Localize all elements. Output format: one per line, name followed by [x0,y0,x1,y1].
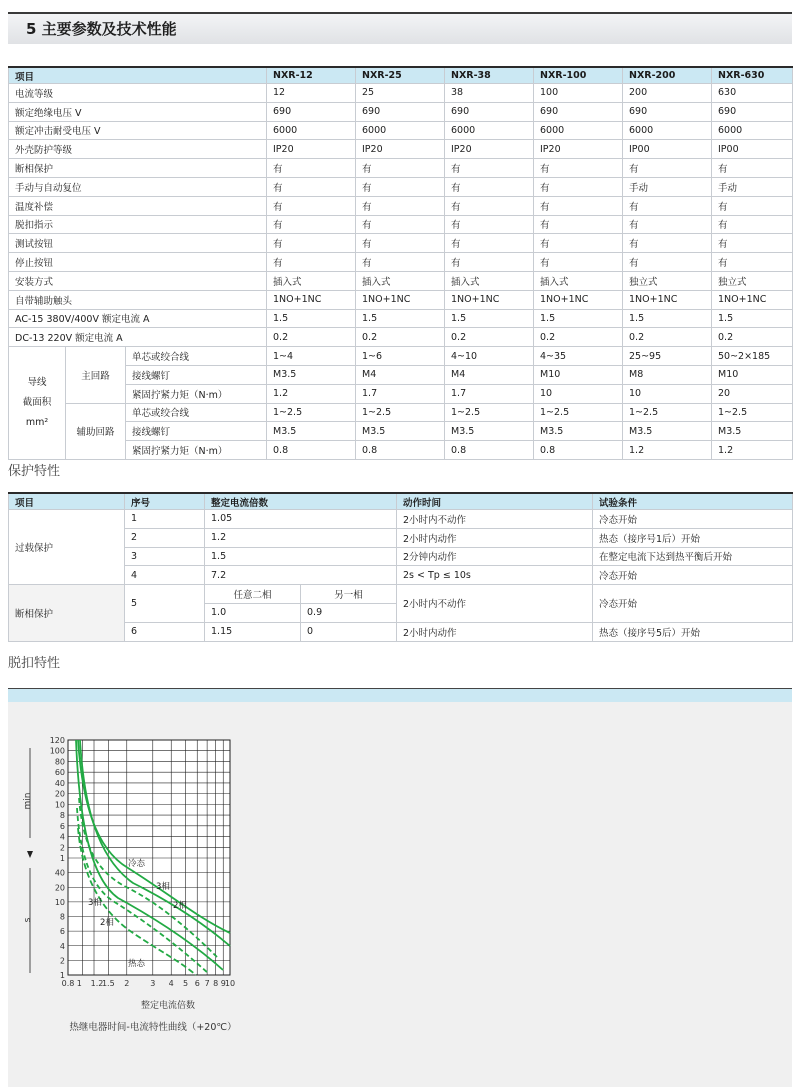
table-cell: 10 [623,384,712,403]
table-cell: 690 [267,102,356,121]
table-cell: 2小时内动作 [397,528,593,547]
sub-header-cell: 任意二相 [205,585,301,604]
table-cell: 热态（接序号5后）开始 [593,622,793,641]
table-header-row [9,493,793,510]
table-cell: 1NO+1NC [267,290,356,309]
row-label: DC-13 220V 额定电流 A [9,328,267,347]
table-row [9,547,793,566]
table-cell: 4 [125,566,205,585]
table-cell: 有 [623,234,712,253]
table-cell: 有 [445,234,534,253]
table-row [9,177,793,196]
table-cell: 100 [534,84,623,103]
table-cell: 1.5 [356,309,445,328]
table-cell: 有 [267,177,356,196]
table-cell: 1~2.5 [267,403,356,422]
table-cell: M3.5 [267,365,356,384]
table-cell: IP20 [356,140,445,159]
x-tick-label: 8 [213,979,219,988]
row-label: 停止按钮 [9,253,267,272]
x-tick-label: 0.8 [61,979,75,988]
table-cell: IP00 [623,140,712,159]
y-tick-label: 8 [59,912,65,922]
x-tick-label: 1.2 [90,979,104,988]
table-cell: 2小时内不动作 [397,585,593,623]
table-cell: 2小时内不动作 [397,510,593,529]
row-label: 额定冲击耐受电压 V [9,121,267,140]
table-cell: 冷态开始 [593,510,793,529]
table-row [9,253,793,272]
table-cell: 有 [534,177,623,196]
circuit-label: 辅助回路 [66,403,126,459]
row-label: 手动与自动复位 [9,177,267,196]
wire-section-label [9,347,66,460]
x-tick-label: 1.5 [101,979,115,988]
table-cell: 有 [445,159,534,178]
table-row [9,140,793,159]
table-cell: 独立式 [712,271,793,290]
table-cell: 1NO+1NC [534,290,623,309]
y-tick-label: 1 [59,971,65,980]
table-cell: 0.8 [356,441,445,460]
table-cell: 0.8 [534,441,623,460]
table-cell: 有 [534,215,623,234]
table-cell: M8 [623,365,712,384]
table-row [9,84,793,103]
table-cell: 有 [712,234,793,253]
table-cell: 2分钟内动作 [397,547,593,566]
table-cell: 单芯或绞合线 [126,403,267,422]
table-cell: 有 [356,177,445,196]
table-cell: 6 [125,622,205,641]
table-cell: 6000 [534,121,623,140]
table-row [9,234,793,253]
y-tick-label: 2 [59,843,65,853]
table-row [9,441,793,460]
table-cell: 有 [445,215,534,234]
table-cell: 冷态开始 [593,566,793,585]
table-cell: 紧固拧紧力矩（N·m） [126,384,267,403]
table-cell: 0.8 [445,441,534,460]
header-cell: NXR-630 [712,67,793,84]
table-cell: M3.5 [356,422,445,441]
y-tick-label: 20 [54,789,65,799]
table-cell: 25~95 [623,347,712,366]
table-cell: 1 [125,510,205,529]
table-cell: M3.5 [267,422,356,441]
table-cell: 独立式 [623,271,712,290]
table-cell: 有 [267,253,356,272]
table-cell: 有 [623,253,712,272]
y-tick-label: 6 [59,821,65,831]
table-cell: 1.5 [445,309,534,328]
table-cell: 有 [712,215,793,234]
table-cell: 1.5 [712,309,793,328]
table-cell: 1.2 [267,384,356,403]
table-cell: 690 [623,102,712,121]
series-label: 2相 [173,901,187,911]
header-cell: 项目 [9,493,125,510]
table-cell: 有 [356,253,445,272]
table-cell: 1~2.5 [534,403,623,422]
header-cell: 整定电流倍数 [205,493,397,510]
row-label: 额定绝缘电压 V [9,102,267,121]
table-row [9,384,793,403]
table-cell: 有 [445,196,534,215]
overload-label: 过载保护 [9,510,125,585]
table-row [9,403,793,422]
table-cell: 接线螺钉 [126,365,267,384]
table-cell: 690 [356,102,445,121]
table-cell: 手动 [712,177,793,196]
circuit-label: 主回路 [66,347,126,403]
table-cell: M3.5 [445,422,534,441]
y-tick-label: 100 [49,746,65,756]
table-cell: 1.5 [267,309,356,328]
table-cell: M3.5 [712,422,793,441]
table-cell: 有 [356,234,445,253]
table-cell: IP20 [445,140,534,159]
table-cell: 有 [712,159,793,178]
wire-label-line: mm² [25,417,49,429]
table-cell: 有 [534,253,623,272]
table-row [9,215,793,234]
table-cell: M3.5 [623,422,712,441]
parameters-table [8,66,793,460]
table-cell: 1.2 [712,441,793,460]
table-cell: 1~2.5 [623,403,712,422]
table-cell: 有 [534,159,623,178]
table-cell: 25 [356,84,445,103]
series-label: 2相 [100,918,114,928]
table-cell: 1~2.5 [445,403,534,422]
table-header-row [9,67,793,84]
table-cell: 6000 [623,121,712,140]
table-cell: 5 [125,585,205,623]
table-cell: 1.15 [205,622,301,641]
header-cell: 项目 [9,67,267,84]
table-row [9,347,793,366]
table-row [9,585,793,604]
table-cell: 0.9 [301,603,397,622]
table-cell: IP20 [534,140,623,159]
table-cell: 1.5 [205,547,397,566]
table-cell: M10 [534,365,623,384]
table-row [9,271,793,290]
table-cell: 0.2 [445,328,534,347]
series-label: 热态 [128,959,146,969]
table-cell: 0.2 [356,328,445,347]
table-row [9,422,793,441]
table-cell: 有 [712,253,793,272]
table-cell: 6000 [267,121,356,140]
table-cell: 有 [623,159,712,178]
y-tick-label: 40 [54,778,65,788]
wire-label-line: 截面积 [22,397,52,409]
table-cell: 有 [623,196,712,215]
table-row [9,510,793,529]
table-cell: M4 [356,365,445,384]
trip-characteristic-chart [8,688,792,1087]
row-label: 温度补偿 [9,196,267,215]
x-tick-label: 7 [204,979,210,988]
table-row [9,365,793,384]
table-row [9,121,793,140]
y-tick-label: 10 [54,800,65,810]
table-cell: 12 [267,84,356,103]
table-cell: 插入式 [267,271,356,290]
table-cell: 0.2 [534,328,623,347]
y-tick-label: 80 [54,757,65,767]
row-label: 断相保护 [9,159,267,178]
table-row [9,159,793,178]
y-tick-label: 10 [54,897,65,907]
table-cell: 1~2.5 [356,403,445,422]
x-tick-label: 6 [194,979,200,988]
table-cell: 插入式 [445,271,534,290]
row-label: 外壳防护等级 [9,140,267,159]
y-tick-label: 4 [59,941,65,951]
table-cell: 有 [356,215,445,234]
row-label: 安装方式 [9,271,267,290]
row-label: AC-15 380V/400V 额定电流 A [9,309,267,328]
table-cell: 1.5 [623,309,712,328]
table-cell: 单芯或绞合线 [126,347,267,366]
table-cell: 2小时内动作 [397,622,593,641]
table-cell: 690 [712,102,793,121]
header-cell: NXR-38 [445,67,534,84]
table-cell: 1NO+1NC [623,290,712,309]
table-cell: 冷态开始 [593,585,793,623]
y-unit-s: s [23,917,33,923]
section-title: 5 主要参数及技术性能 [26,20,177,38]
table-cell: 接线螺钉 [126,422,267,441]
table-cell: 有 [267,215,356,234]
table-cell: 20 [712,384,793,403]
wire-label-line: 导线 [27,377,47,389]
table-cell: 6000 [712,121,793,140]
table-cell: 4~10 [445,347,534,366]
header-cell: 序号 [125,493,205,510]
table-cell: 1NO+1NC [356,290,445,309]
table-cell: 1~4 [267,347,356,366]
x-tick-label: 5 [182,979,189,988]
table-cell: 1.5 [534,309,623,328]
header-cell: NXR-12 [267,67,356,84]
table-row [9,102,793,121]
table-cell: 1~6 [356,347,445,366]
table-cell: 1.2 [205,528,397,547]
series-label: 3相 [156,882,170,892]
row-label: 自带辅助触头 [9,290,267,309]
table-cell: 在整定电流下达到热平衡后开始 [593,547,793,566]
table-cell: 3 [125,547,205,566]
table-row [9,328,793,347]
y-tick-label: 1 [59,854,65,863]
table-cell: 6000 [445,121,534,140]
y-tick-label: 6 [59,927,65,937]
table-cell: 10 [534,384,623,403]
table-cell: 7.2 [205,566,397,585]
phase-loss-label: 断相保护 [9,585,125,641]
table-cell: 690 [534,102,623,121]
table-cell: 插入式 [356,271,445,290]
table-cell: 有 [267,196,356,215]
series-label: 3相 [88,898,102,908]
table-cell: 1.2 [623,441,712,460]
table-cell: 2 [125,528,205,547]
table-cell: 1.7 [445,384,534,403]
x-tick-label: 10 [224,979,236,988]
table-cell: 200 [623,84,712,103]
y-tick-label: 40 [54,868,65,878]
table-cell: 1.7 [356,384,445,403]
x-tick-label: 1 [76,979,82,988]
table-cell: 1NO+1NC [712,290,793,309]
table-cell: M10 [712,365,793,384]
table-cell: 有 [445,253,534,272]
table-cell: M4 [445,365,534,384]
header-cell: NXR-100 [534,67,623,84]
table-cell: 紧固拧紧力矩（N·m） [126,441,267,460]
row-label: 电流等级 [9,84,267,103]
row-label: 测试按钮 [9,234,267,253]
table-cell: 0.8 [267,441,356,460]
x-tick-label: 9 [220,979,226,988]
table-cell: 有 [445,177,534,196]
x-axis-label: 整定电流倍数 [140,1001,196,1011]
y-tick-label: 8 [59,811,65,821]
table-cell: 有 [534,234,623,253]
protection-section-title: 保护特性 [8,464,61,479]
table-row [9,196,793,215]
table-row [9,309,793,328]
x-tick-label: 4 [168,979,174,988]
header-cell: NXR-25 [356,67,445,84]
table-cell: 有 [267,159,356,178]
trip-section-title: 脱扣特性 [8,656,61,671]
row-label: 脱扣指示 [9,215,267,234]
table-cell: 0.2 [712,328,793,347]
table-cell: 2s < Tp ≤ 10s [397,566,593,585]
y-tick-label: 2 [59,956,65,966]
trip-chart-panel [8,688,792,1087]
table-cell: 630 [712,84,793,103]
table-cell: 有 [356,159,445,178]
table-cell: 690 [445,102,534,121]
table-cell: 1~2.5 [712,403,793,422]
table-cell: 热态（接序号1后）开始 [593,528,793,547]
table-cell: 有 [534,196,623,215]
table-cell: 0 [301,622,397,641]
table-cell: 4~35 [534,347,623,366]
table-cell: 50~2×185 [712,347,793,366]
series-label: 冷态 [128,859,146,869]
table-row [9,528,793,547]
table-cell: 6000 [356,121,445,140]
chart-title: 热继电器时间-电流特性曲线（+20℃） [69,1022,237,1033]
table-cell: 0.2 [623,328,712,347]
header-cell: 试验条件 [593,493,793,510]
table-cell: 38 [445,84,534,103]
y-tick-label: 60 [54,768,65,778]
unit-divider-marker [27,851,33,858]
table-cell: 1.0 [205,603,301,622]
x-tick-label: 3 [150,979,156,988]
table-cell: 1NO+1NC [445,290,534,309]
table-cell: 有 [267,234,356,253]
table-cell: 有 [623,215,712,234]
y-unit-min: min [23,792,33,810]
table-cell: 1.05 [205,510,397,529]
y-tick-label: 120 [49,736,65,745]
table-row [9,566,793,585]
x-tick-label: 2 [124,979,130,988]
table-cell: IP00 [712,140,793,159]
protection-table [8,492,793,642]
table-cell: IP20 [267,140,356,159]
table-cell: 手动 [623,177,712,196]
table-cell: 有 [712,196,793,215]
header-cell: 动作时间 [397,493,593,510]
table-cell: 0.2 [267,328,356,347]
section-title-bar [8,12,792,44]
table-row [9,622,793,641]
sub-header-cell: 另一相 [301,585,397,604]
table-cell: 插入式 [534,271,623,290]
table-row [9,290,793,309]
table-cell: M3.5 [534,422,623,441]
header-cell: NXR-200 [623,67,712,84]
y-tick-label: 4 [59,832,65,842]
table-cell: 有 [356,196,445,215]
y-tick-label: 20 [54,883,65,893]
